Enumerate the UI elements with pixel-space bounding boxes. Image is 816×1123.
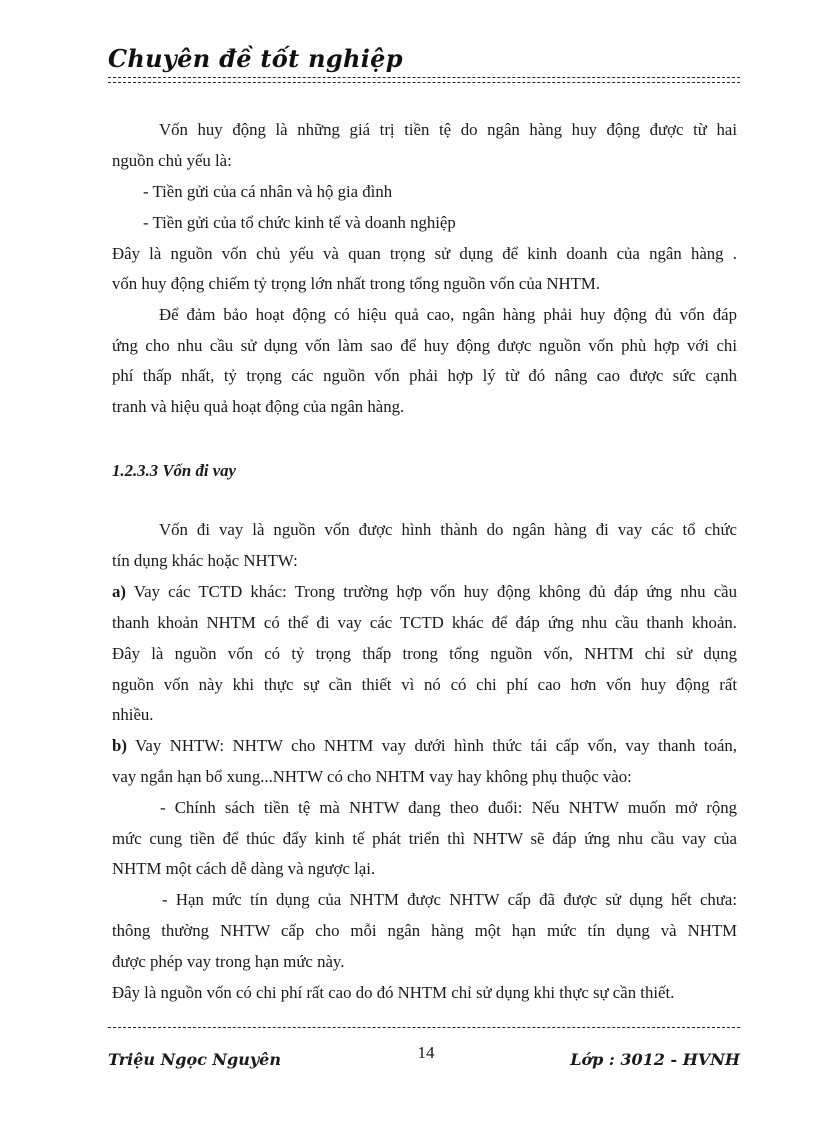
section-heading: 1.2.3.3 Vốn đi vay <box>112 461 236 480</box>
body-text <box>112 0 737 1000</box>
paragraph-line: nguồn vốn này khi thực sự cần thiết vì nó có chi phí cao hơn vốn huy động rất <box>112 675 737 694</box>
paragraph-line: nguồn chủ yếu là: <box>112 151 232 170</box>
footer-divider <box>108 1027 740 1028</box>
paragraph-line: Đây là nguồn vốn có tỷ trọng thấp trong tổng nguồn vốn, NHTM chỉ sử dụng <box>112 644 737 663</box>
list-label: b) <box>112 736 127 755</box>
paragraph-line: Đây là nguồn vốn có chi phí rất cao do đó NHTM chỉ sử dụng khi thực sự cần thiết. <box>112 983 675 1002</box>
paragraph-line: Đây là nguồn vốn chủ yếu và quan trọng sử dụng để kinh doanh của ngân hàng . <box>112 244 737 263</box>
list-text: Vay NHTW: NHTW cho NHTM vay dưới hình thức tái cấp vốn, vay thanh toán, <box>126 736 737 755</box>
paragraph-line: Vốn huy động là những giá trị tiền tệ do ngân hàng huy động được từ hai <box>159 120 737 139</box>
paragraph-line: vay ngắn hạn bổ xung...NHTW có cho NHTM vay hay không phụ thuộc vào: <box>112 767 632 786</box>
paragraph-line: tín dụng khác hoặc NHTW: <box>112 551 298 570</box>
paragraph-line: Vốn đi vay là nguồn vốn được hình thành do ngân hàng đi vay các tổ chức <box>159 520 737 539</box>
bullet-item: - Tiền gửi của tổ chức kinh tế và doanh nghiệp <box>143 213 456 232</box>
paragraph-line: ứng cho nhu cầu sử dụng vốn làm sao để huy động được nguồn vốn phù hợp với chi <box>112 336 737 355</box>
paragraph-line: được phép vay trong hạn mức này. <box>112 952 345 971</box>
header-title: Chuyên đề tốt nghiệp <box>108 44 403 73</box>
paragraph-line: thanh khoản NHTM có thể đi vay các TCTD khác để đáp ứng nhu cầu thanh khoản. <box>112 613 737 632</box>
paragraph-line: - Chính sách tiền tệ mà NHTW đang theo đuổi: Nếu NHTW muốn mở rộng <box>160 798 737 817</box>
paragraph-line: vốn huy động chiếm tỷ trọng lớn nhất trong tổng nguồn vốn của NHTM. <box>112 274 601 293</box>
paragraph-line: mức cung tiền để thúc đẩy kinh tế phát triển thì NHTW sẽ đáp ứng nhu cầu vay của <box>112 829 737 848</box>
footer-author: Triệu Ngọc Nguyên <box>108 1050 281 1069</box>
bullet-item: - Tiền gửi của cá nhân và hộ gia đình <box>143 182 393 201</box>
paragraph-line: - Hạn mức tín dụng của NHTM được NHTW cấp đã được sử dụng hết chưa: <box>162 890 737 909</box>
paragraph-line: NHTM một cách dễ dàng và ngược lại. <box>112 859 376 878</box>
paragraph-line: thông thường NHTW cấp cho mỗi ngân hàng một hạn mức tín dụng và NHTM <box>112 921 737 940</box>
paragraph-line: Để đảm bảo hoạt động có hiệu quả cao, ngân hàng phải huy động đủ vốn đáp <box>159 305 737 324</box>
footer-class: Lớp : 3012 - HVNH <box>570 1050 740 1069</box>
paragraph-line: tranh và hiệu quả hoạt động của ngân hàng. <box>112 397 405 416</box>
list-item-b <box>112 734 737 758</box>
paragraph-line: nhiều. <box>112 705 154 724</box>
list-text: Vay các TCTD khác: Trong trường hợp vốn huy động không đủ đáp ứng nhu cầu <box>125 582 737 601</box>
paragraph-line: phí thấp nhất, tỷ trọng các nguồn vốn phải hợp lý từ đó nâng cao được sức cạnh <box>112 366 737 385</box>
list-label: a) <box>112 582 126 601</box>
list-item-a <box>112 580 737 604</box>
page-number: 14 <box>417 1043 435 1062</box>
